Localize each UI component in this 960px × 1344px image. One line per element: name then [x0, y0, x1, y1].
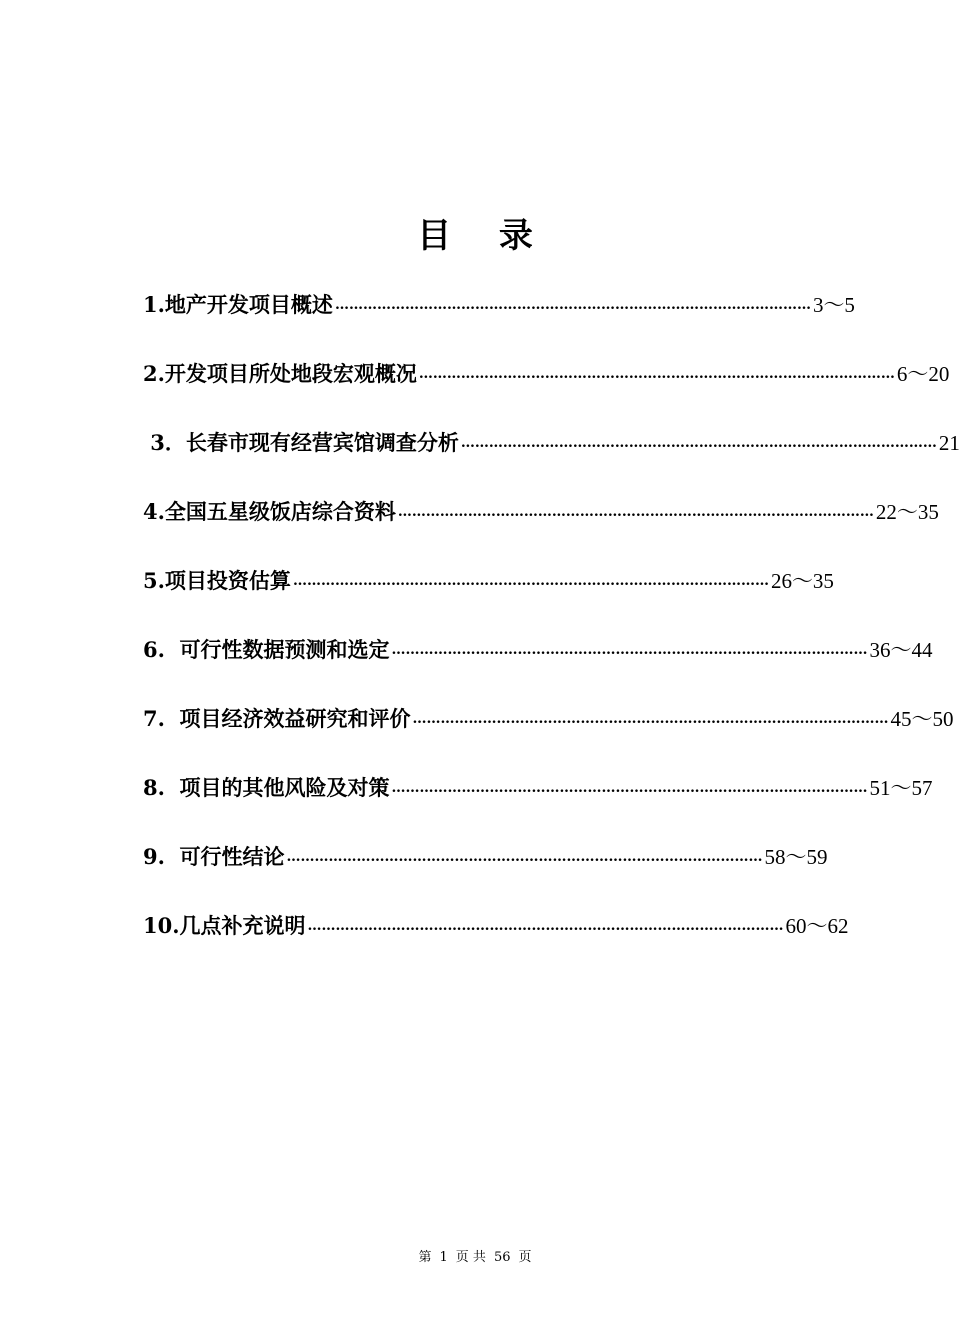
toc-entry-label: 7. 项目经济效益研究和评价: [143, 706, 411, 731]
toc-entry[interactable]: [143, 911, 849, 941]
toc-entry-label: 5.项目投资估算: [143, 568, 291, 593]
toc-entry-label: 1.地产开发项目概述: [143, 292, 333, 317]
toc-entry-pages: 36～44: [869, 638, 933, 662]
toc-entry-label: 9. 可行性结论: [143, 844, 285, 869]
toc-entry-label: 3．长春市现有经营宾馆调查分析: [143, 430, 459, 455]
page-footer: [0, 1246, 950, 1265]
footer-total-pages: 56: [493, 1250, 511, 1265]
toc-leader-dots: …………………………………………………………………………………………: [412, 711, 889, 727]
toc-entry-label: 6. 可行性数据预测和选定: [143, 637, 390, 662]
toc-entry[interactable]: [143, 704, 954, 734]
toc-entry[interactable]: [143, 635, 933, 665]
toc-entry-pages: 51～57: [869, 776, 933, 800]
toc-entry-pages: 45～50: [890, 707, 954, 731]
toc-title: 目 录: [417, 216, 551, 256]
toc-leader-dots: …………………………………………………………………………………………: [292, 573, 769, 589]
toc-entry-pages: 22～35: [875, 500, 939, 524]
footer-middle: 页 共: [455, 1250, 486, 1265]
toc-entry-pages: 3～5: [812, 293, 855, 317]
toc-leader-dots: …………………………………………………………………………………………: [460, 435, 937, 451]
toc-leader-dots: …………………………………………………………………………………………: [286, 849, 763, 865]
toc-entry-label: 4.全国五星级饭店综合资料: [143, 499, 396, 524]
toc-entry[interactable]: [143, 428, 960, 458]
toc-leader-dots: …………………………………………………………………………………………: [307, 918, 784, 934]
toc-entry[interactable]: [143, 773, 933, 803]
toc-entry-pages: 26～35: [770, 569, 834, 593]
toc-entry-label: 8. 项目的其他风险及对策: [143, 775, 390, 800]
footer-suffix: 页: [518, 1250, 532, 1265]
toc-entry[interactable]: [143, 290, 855, 320]
toc-entry-label: 10.几点补充说明: [143, 913, 306, 938]
footer-current-page: 1: [439, 1250, 448, 1265]
toc-leader-dots: …………………………………………………………………………………………: [418, 366, 895, 382]
toc-leader-dots: …………………………………………………………………………………………: [334, 297, 811, 313]
toc-entry[interactable]: [143, 497, 939, 527]
toc-entry-pages: 60～62: [785, 914, 849, 938]
toc-entry-pages: 58～59: [764, 845, 828, 869]
toc-entry-pages: 21: [938, 431, 960, 455]
toc-entry-pages: 6～20: [896, 362, 950, 386]
toc-entry[interactable]: [143, 842, 828, 872]
toc-leader-dots: …………………………………………………………………………………………: [397, 504, 874, 520]
toc-entry[interactable]: [143, 566, 834, 596]
toc-leader-dots: …………………………………………………………………………………………: [391, 780, 868, 796]
toc-leader-dots: …………………………………………………………………………………………: [391, 642, 868, 658]
toc-entry-label: 2.开发项目所处地段宏观概况: [143, 361, 417, 386]
toc-entry[interactable]: [143, 359, 950, 389]
footer-prefix: 第: [418, 1250, 432, 1265]
